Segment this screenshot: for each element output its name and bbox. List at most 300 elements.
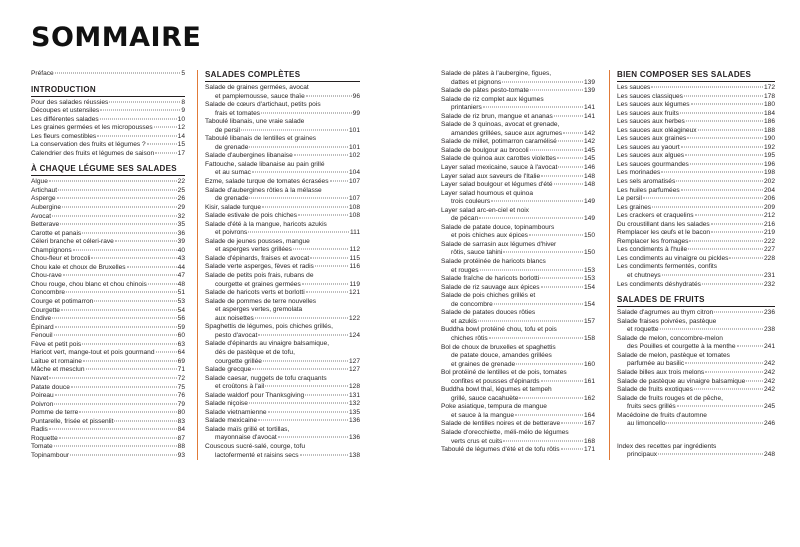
dot-leader xyxy=(306,95,352,96)
toc-entry-page: 186 xyxy=(763,118,775,126)
toc-entry[interactable] xyxy=(617,335,775,352)
dot-leader xyxy=(66,292,177,293)
toc-entry-label: Salade de jeunes pousses, mangue xyxy=(205,237,310,245)
toc-entry[interactable] xyxy=(31,281,185,290)
toc-entry[interactable] xyxy=(31,443,185,452)
toc-entry-page: 71 xyxy=(177,366,185,374)
toc-entry[interactable] xyxy=(205,135,360,152)
toc-entry[interactable] xyxy=(617,309,775,318)
dot-leader xyxy=(681,146,763,147)
toc-entry[interactable] xyxy=(31,452,185,461)
toc-entry-page: 248 xyxy=(763,451,775,459)
section-heading-salades-completes: SALADES COMPLÈTES xyxy=(205,70,360,82)
toc-entry[interactable] xyxy=(31,384,185,393)
toc-entry-row xyxy=(617,84,775,93)
toc-entry[interactable] xyxy=(441,326,595,343)
toc-entry[interactable] xyxy=(441,70,595,87)
toc-column-1 xyxy=(31,70,185,460)
toc-entry-label: Artichaut xyxy=(31,186,58,194)
toc-entry-label: Salade estivale de pois chiches xyxy=(205,212,298,220)
dot-leader xyxy=(86,369,177,370)
toc-entry[interactable] xyxy=(617,395,775,412)
toc-entry[interactable] xyxy=(31,375,185,384)
toc-entry[interactable] xyxy=(205,221,360,238)
toc-entry-page: 12 xyxy=(177,124,185,132)
toc-entry-page: 228 xyxy=(763,254,775,262)
toc-entry-page: 219 xyxy=(763,229,775,237)
dot-leader xyxy=(516,363,583,364)
toc-entry[interactable] xyxy=(441,309,595,326)
toc-entry-page: 111 xyxy=(349,229,360,237)
toc-entry[interactable] xyxy=(205,298,360,324)
toc-entry-row xyxy=(441,420,595,429)
toc-entry-row xyxy=(617,272,775,281)
toc-entry[interactable] xyxy=(31,255,185,264)
section-heading-salades-de-fruits: SALADES DE FRUITS xyxy=(617,295,775,307)
toc-entry-row xyxy=(31,409,185,418)
toc-entry-row xyxy=(205,417,360,426)
toc-entry[interactable] xyxy=(31,141,185,150)
toc-entry[interactable] xyxy=(31,213,185,222)
toc-entry[interactable] xyxy=(205,118,360,135)
toc-entry-page: 171 xyxy=(583,446,595,454)
dot-leader xyxy=(558,167,583,168)
toc-entry-row xyxy=(31,107,185,116)
toc-entry[interactable] xyxy=(205,152,360,161)
toc-entry-label: Salade de patates douces rôties xyxy=(441,309,536,317)
toc-entry[interactable] xyxy=(31,409,185,418)
toc-entry[interactable] xyxy=(441,138,595,147)
toc-entry[interactable] xyxy=(31,116,185,125)
toc-entry-page: 44 xyxy=(177,263,185,271)
dot-leader xyxy=(479,218,583,219)
dot-leader xyxy=(489,337,583,338)
toc-entry[interactable] xyxy=(441,96,595,113)
dot-leader xyxy=(686,121,763,122)
dot-leader xyxy=(82,232,176,233)
toc-entry-label: pesto d'avocat xyxy=(215,331,258,339)
toc-entry-label: Salade de pommes de terre nouvelles xyxy=(205,297,317,305)
toc-entry[interactable] xyxy=(31,298,185,307)
toc-entry-row xyxy=(31,221,185,230)
dot-leader xyxy=(54,403,176,404)
toc-entry-page: 127 xyxy=(348,357,360,365)
toc-entry[interactable] xyxy=(441,113,595,122)
dot-leader xyxy=(691,104,763,105)
toc-entry-page: 83 xyxy=(177,417,185,425)
toc-entry[interactable] xyxy=(617,369,775,378)
dot-leader xyxy=(310,257,348,258)
toc-entry[interactable] xyxy=(441,121,595,138)
toc-entry-page: 84 xyxy=(177,426,185,434)
toc-entry[interactable] xyxy=(31,324,185,333)
toc-entry-page: 150 xyxy=(583,249,595,257)
toc-entry-label: Index des recettes par ingrédients xyxy=(617,442,717,450)
toc-entry[interactable] xyxy=(617,110,775,119)
toc-entry-row xyxy=(617,135,775,144)
dot-leader xyxy=(530,90,583,91)
dot-leader xyxy=(503,252,583,253)
toc-entry[interactable] xyxy=(617,352,775,369)
toc-entry-row xyxy=(617,187,775,196)
dot-leader xyxy=(737,346,763,347)
toc-entry[interactable] xyxy=(31,349,185,358)
toc-entry-row xyxy=(617,386,775,395)
toc-entry[interactable] xyxy=(31,221,185,230)
dot-leader xyxy=(52,318,176,319)
toc-entry-page: 246 xyxy=(763,420,775,428)
toc-entry[interactable] xyxy=(617,246,775,255)
dot-leader xyxy=(54,335,177,336)
toc-entry-label: au limoncello xyxy=(627,420,666,428)
toc-entry[interactable] xyxy=(617,281,775,290)
toc-entry[interactable] xyxy=(617,169,775,178)
toc-entry[interactable] xyxy=(31,195,185,204)
toc-entry-row xyxy=(31,99,185,108)
toc-entry[interactable] xyxy=(617,263,775,280)
toc-entry-label: Layer salad mexicaine, sauce à l'avocat xyxy=(441,164,558,172)
section-heading-vegetables: À CHAQUE LÉGUME SES SALADES xyxy=(31,164,185,176)
toc-entry[interactable] xyxy=(31,332,185,341)
toc-entry-page: 196 xyxy=(763,160,775,168)
toc-entry-page: 104 xyxy=(348,169,360,177)
toc-entry-label: et azukis xyxy=(451,317,478,325)
toc-entry[interactable] xyxy=(205,272,360,289)
dot-leader xyxy=(502,81,583,82)
toc-entry-row xyxy=(31,238,185,247)
toc-entry[interactable] xyxy=(31,107,185,116)
toc-entry[interactable] xyxy=(441,164,595,173)
toc-entry[interactable] xyxy=(441,241,595,258)
toc-entry-label: Remplacer les œufs et le bacon xyxy=(617,229,711,237)
toc-entry[interactable] xyxy=(205,161,360,178)
toc-entry-page: 39 xyxy=(177,238,185,246)
toc-entry[interactable] xyxy=(441,403,595,420)
toc-entry-row xyxy=(31,307,185,316)
toc-entry-label: Haricot vert, mange-tout et pois gourmand xyxy=(31,349,155,357)
toc-column-4 xyxy=(609,70,775,460)
toc-entry[interactable] xyxy=(617,118,775,127)
toc-entry-page: 222 xyxy=(763,237,775,245)
dot-leader xyxy=(249,403,348,404)
toc-entry-label: Les sauces gourmandes xyxy=(617,160,689,168)
dot-leader xyxy=(563,132,583,133)
toc-entry[interactable] xyxy=(205,417,360,426)
dot-leader xyxy=(306,292,348,293)
toc-entry[interactable] xyxy=(31,307,185,316)
toc-entry-label: Salade vietnamienne xyxy=(205,408,267,416)
toc-entry[interactable] xyxy=(205,289,360,298)
toc-entry-page: 64 xyxy=(177,349,185,357)
toc-entry[interactable] xyxy=(31,124,185,133)
toc-entry-row xyxy=(205,169,360,178)
toc-entry-row xyxy=(441,104,595,113)
toc-entry[interactable] xyxy=(617,161,775,170)
toc-entry[interactable] xyxy=(31,150,185,159)
toc-column-2 xyxy=(197,70,360,460)
toc-entry[interactable] xyxy=(441,155,595,164)
toc-entry-label: et rouges xyxy=(451,266,479,274)
toc-entry-row xyxy=(31,375,185,384)
toc-entry[interactable] xyxy=(441,446,595,455)
toc-entry[interactable] xyxy=(617,93,775,102)
toc-entry[interactable] xyxy=(205,323,360,340)
toc-entry[interactable] xyxy=(617,101,775,110)
toc-entry-label: Les fleurs comestibles xyxy=(31,132,97,140)
toc-entry-label: Poke asiatique, tempura de mangue xyxy=(441,403,547,411)
toc-entry-label: Les huiles parfumées xyxy=(617,186,680,194)
toc-entry[interactable] xyxy=(617,135,775,144)
toc-entry-label: Salade de pois chiches grillés et xyxy=(441,292,536,300)
toc-entry-row xyxy=(205,452,360,461)
toc-entry-page: 148 xyxy=(583,172,595,180)
toc-entry[interactable] xyxy=(31,264,185,273)
toc-entry-label: Buddha bowl thaï, légumes et tempeh xyxy=(441,386,552,394)
toc-entry-page: 107 xyxy=(348,178,360,186)
toc-entry-label: Les sauces aux fruits xyxy=(617,109,679,117)
toc-entry[interactable] xyxy=(205,101,360,118)
toc-entry-label: de concombre xyxy=(451,300,493,308)
toc-entry[interactable] xyxy=(617,144,775,153)
toc-entry-label: Les sauces aux algues xyxy=(617,152,685,160)
toc-entry[interactable] xyxy=(617,378,775,387)
toc-entry-row xyxy=(31,178,185,187)
toc-entry[interactable] xyxy=(441,420,595,429)
toc-entry-label: aux noisettes xyxy=(215,314,254,322)
toc-entry-label: Carotte et panais xyxy=(31,229,82,237)
toc-entry-label: Concombre xyxy=(31,289,66,297)
toc-entry-row xyxy=(31,349,185,358)
toc-entry-label: Algue xyxy=(31,178,48,186)
toc-entry-label: Salade de pâtes pesto-tomate xyxy=(441,87,529,95)
dot-leader xyxy=(127,266,177,267)
toc-entry[interactable] xyxy=(31,289,185,298)
toc-entry-row xyxy=(441,181,595,190)
toc-entry-page: 146 xyxy=(583,164,595,172)
toc-entry-label: amandes grillées, sauce aux agrumes xyxy=(451,129,563,137)
toc-entry-page: 10 xyxy=(177,115,185,123)
toc-entry-row xyxy=(617,152,775,161)
dot-leader xyxy=(711,232,763,233)
toc-entry-label: Macédoine de fruits d'automne xyxy=(617,411,707,419)
toc-entry-page: 242 xyxy=(763,386,775,394)
toc-entry[interactable] xyxy=(205,426,360,443)
toc-entry-label: Salade de riz sauvage aux épices xyxy=(441,283,540,291)
toc-entry[interactable] xyxy=(617,204,775,213)
toc-entry-row xyxy=(31,324,185,333)
toc-entry[interactable] xyxy=(31,238,185,247)
dot-leader xyxy=(155,152,177,153)
toc-entry-page: 139 xyxy=(583,87,595,95)
toc-entry-row xyxy=(31,332,185,341)
toc-entry-label: Les graines germées et les micropousses xyxy=(31,124,153,132)
toc-entry-row xyxy=(31,401,185,410)
toc-entry[interactable] xyxy=(617,443,775,460)
toc-entry-label: Salade d'épinards, fraises et avocat xyxy=(205,254,310,262)
toc-entry-row xyxy=(205,229,360,238)
toc-entry[interactable] xyxy=(205,409,360,418)
toc-entry[interactable] xyxy=(441,224,595,241)
toc-entry-row xyxy=(617,118,775,127)
toc-entry-label: Les condiments à l'huile xyxy=(617,246,688,254)
toc-entry[interactable] xyxy=(31,366,185,375)
toc-entry-label: Poivron xyxy=(31,400,54,408)
toc-entry[interactable] xyxy=(31,341,185,350)
toc-entry[interactable] xyxy=(441,369,595,386)
toc-entry[interactable] xyxy=(205,255,360,264)
toc-entry[interactable] xyxy=(31,204,185,213)
toc-entry-row xyxy=(441,130,595,139)
toc-entry[interactable] xyxy=(441,173,595,182)
toc-entry[interactable] xyxy=(31,392,185,401)
toc-entry-label: Les sauces au yaourt xyxy=(617,143,680,151)
toc-entry-label: et asperges vertes grillées xyxy=(215,246,292,254)
toc-entry-row xyxy=(441,173,595,182)
toc-entry[interactable] xyxy=(617,84,775,93)
toc-entry[interactable] xyxy=(31,418,185,427)
toc-entry[interactable] xyxy=(205,84,360,101)
toc-entry[interactable] xyxy=(441,87,595,96)
toc-entry[interactable] xyxy=(617,187,775,196)
toc-entry-row xyxy=(31,150,185,159)
toc-entry[interactable] xyxy=(205,212,360,221)
toc-entry-row xyxy=(31,141,185,150)
toc-entry-label: Préface xyxy=(31,70,54,77)
toc-entry[interactable] xyxy=(441,147,595,156)
toc-entry-page: 43 xyxy=(177,255,185,263)
toc-entry[interactable] xyxy=(441,344,595,370)
toc-entry[interactable] xyxy=(31,401,185,410)
toc-entry[interactable] xyxy=(617,212,775,221)
toc-entry[interactable] xyxy=(617,412,775,429)
toc-entry[interactable] xyxy=(205,340,360,366)
toc-entry[interactable] xyxy=(31,99,185,108)
toc-entry[interactable] xyxy=(441,275,595,284)
toc-entry[interactable] xyxy=(617,152,775,161)
toc-entry[interactable] xyxy=(31,230,185,239)
toc-entry[interactable] xyxy=(205,400,360,409)
toc-entry[interactable] xyxy=(205,187,360,204)
toc-entry-label: Salade caesar, nuggets de tofu craquants xyxy=(205,374,327,382)
toc-entry[interactable] xyxy=(31,358,185,367)
toc-entry[interactable] xyxy=(617,229,775,238)
toc-entry-page: 158 xyxy=(583,334,595,342)
toc-entry-page: 180 xyxy=(763,101,775,109)
toc-entry[interactable] xyxy=(31,178,185,187)
toc-entry[interactable] xyxy=(205,263,360,272)
toc-entry[interactable] xyxy=(441,292,595,309)
toc-entry-row xyxy=(205,212,360,221)
dot-leader xyxy=(298,215,348,216)
toc-entry-page: 88 xyxy=(177,443,185,451)
toc-entry-label: Salade de graines germées, avocat xyxy=(205,84,309,91)
toc-entry[interactable] xyxy=(205,375,360,392)
toc-entry-page: 167 xyxy=(583,420,595,428)
toc-entry-label: de persil xyxy=(215,126,240,134)
toc-entry[interactable] xyxy=(617,386,775,395)
toc-entry[interactable] xyxy=(31,187,185,196)
toc-entry[interactable] xyxy=(441,386,595,403)
toc-entry-row xyxy=(31,195,185,204)
toc-entry[interactable] xyxy=(441,190,595,207)
toc-entry-page: 22 xyxy=(177,178,185,186)
toc-entry-row xyxy=(617,195,775,204)
toc-entry[interactable] xyxy=(205,238,360,255)
toc-entry-label: principaux xyxy=(627,451,658,459)
toc-entry[interactable] xyxy=(617,178,775,187)
toc-entry[interactable] xyxy=(31,247,185,256)
dot-leader xyxy=(530,149,583,150)
toc-entry[interactable] xyxy=(441,181,595,190)
dot-leader xyxy=(689,240,763,241)
toc-entry-preface[interactable] xyxy=(31,70,185,79)
dot-leader xyxy=(262,206,348,207)
toc-entry[interactable] xyxy=(205,392,360,401)
toc-entry[interactable] xyxy=(205,204,360,213)
dot-leader xyxy=(249,146,348,147)
toc-entry-label: Salade de melon, concombre-melon xyxy=(617,334,723,342)
dot-leader xyxy=(294,155,348,156)
toc-entry-label: Salade niçoise xyxy=(205,400,248,408)
toc-entry[interactable] xyxy=(205,366,360,375)
toc-entry[interactable] xyxy=(31,426,185,435)
toc-entry-label: Endive xyxy=(31,315,52,323)
toc-entry-label: Salade de cœurs d'artichaut, petits pois xyxy=(205,101,321,109)
toc-entry-row xyxy=(441,249,595,258)
toc-entry-label: et croûtons à l'ail xyxy=(215,383,265,391)
toc-entry-row xyxy=(205,434,360,443)
toc-entry-row xyxy=(441,215,595,224)
toc-entry-row xyxy=(205,281,360,290)
toc-entry-row xyxy=(617,238,775,247)
toc-entry[interactable] xyxy=(617,195,775,204)
toc-entry[interactable] xyxy=(617,318,775,335)
toc-entry-label: Salade protéinée de haricots blancs xyxy=(441,258,546,266)
toc-entry-page: 96 xyxy=(352,92,360,100)
toc-entry[interactable] xyxy=(617,127,775,136)
toc-entry-page: 227 xyxy=(763,246,775,254)
toc-entry-row xyxy=(441,395,595,404)
toc-entry[interactable] xyxy=(441,284,595,293)
toc-entry[interactable] xyxy=(31,435,185,444)
dot-leader xyxy=(483,107,583,108)
toc-entry-page: 178 xyxy=(763,92,775,100)
toc-entry-page: 40 xyxy=(177,246,185,254)
toc-entry[interactable] xyxy=(617,238,775,247)
toc-entry[interactable] xyxy=(441,207,595,224)
toc-entry[interactable] xyxy=(617,255,775,264)
toc-entry-page: 119 xyxy=(349,280,360,288)
toc-entry-row xyxy=(31,384,185,393)
toc-entry[interactable] xyxy=(31,133,185,142)
toc-entry-row xyxy=(617,221,775,230)
dot-leader xyxy=(680,112,763,113)
toc-entry-page: 121 xyxy=(348,289,360,297)
toc-entry[interactable] xyxy=(31,272,185,281)
toc-entry-page: 101 xyxy=(348,143,360,151)
toc-entry[interactable] xyxy=(205,178,360,187)
toc-entry[interactable] xyxy=(441,429,595,446)
toc-entry[interactable] xyxy=(31,315,185,324)
toc-entry-label: courgette et graines germées xyxy=(215,280,301,288)
toc-entry[interactable] xyxy=(617,221,775,230)
toc-entry-label: Fenouil xyxy=(31,332,53,340)
dot-leader xyxy=(515,414,583,415)
toc-entry-label: Les condiments fermentés, confits xyxy=(617,263,718,271)
toc-entry[interactable] xyxy=(205,443,360,460)
toc-entry-row xyxy=(617,178,775,187)
toc-entry[interactable] xyxy=(441,258,595,275)
